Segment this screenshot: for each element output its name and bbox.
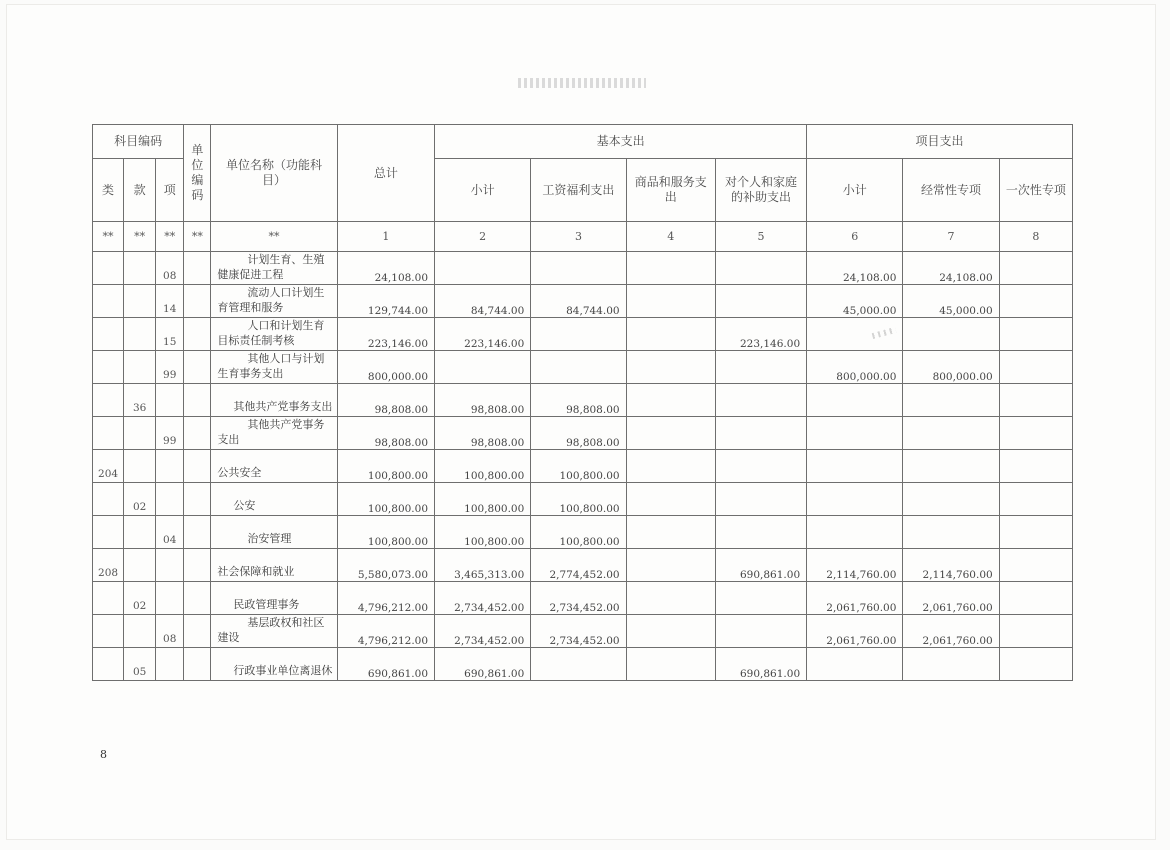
index-cell: ** (156, 222, 184, 252)
table-row (93, 318, 1073, 351)
basic-subtotal-cell: 100,800.00 (435, 516, 531, 549)
project-subtotal-cell (807, 516, 903, 549)
unit-name-cell: 计划生育、生殖健康促进工程 (211, 252, 337, 285)
table-row (93, 549, 1073, 582)
salary-cell: 100,800.00 (531, 450, 626, 483)
index-cell: 2 (435, 222, 531, 252)
goods-cell (626, 351, 715, 384)
index-cell: ** (93, 222, 124, 252)
unit-code-cell (184, 318, 211, 351)
project-subtotal-cell (807, 450, 903, 483)
salary-cell: 84,744.00 (531, 285, 626, 318)
personal-subsidy-cell: 690,861.00 (715, 648, 806, 681)
regular-special-cell (903, 384, 999, 417)
personal-subsidy-cell: 690,861.00 (715, 549, 806, 582)
unit-code-cell (184, 384, 211, 417)
kuan-code-cell (124, 252, 156, 285)
total-cell: 129,744.00 (337, 285, 434, 318)
xiang-code-cell (156, 648, 184, 681)
project-subtotal-cell (807, 384, 903, 417)
xiang-code-cell: 99 (156, 351, 184, 384)
salary-cell: 2,774,452.00 (531, 549, 626, 582)
kuan-code-cell: 02 (124, 483, 156, 516)
onetime-special-cell (999, 582, 1072, 615)
salary-cell: 98,808.00 (531, 384, 626, 417)
goods-cell (626, 252, 715, 285)
lei-header: 类 (93, 159, 124, 222)
xiang-code-cell (156, 450, 184, 483)
index-cell: 5 (715, 222, 806, 252)
personal-subsidy-cell (715, 582, 806, 615)
unit-name-cell: 公安 (211, 483, 337, 516)
lei-code-cell (93, 351, 124, 384)
regular-special-cell: 2,061,760.00 (903, 582, 999, 615)
unit-name-cell: 基层政权和社区建设 (211, 615, 337, 648)
project-subtotal-cell: 2,114,760.00 (807, 549, 903, 582)
salary-cell: 100,800.00 (531, 516, 626, 549)
personal-subsidy-cell (715, 351, 806, 384)
unit-code-cell (184, 351, 211, 384)
personal-subsidy-header: 对个人和家庭的补助支出 (715, 159, 806, 222)
unit-name-header: 单位名称（功能科目） (211, 125, 337, 222)
goods-cell (626, 516, 715, 549)
xiang-code-cell (156, 384, 184, 417)
basic-subtotal-cell (435, 252, 531, 285)
personal-subsidy-cell: 223,146.00 (715, 318, 806, 351)
basic-subtotal-cell: 3,465,313.00 (435, 549, 531, 582)
basic-subtotal-cell: 2,734,452.00 (435, 582, 531, 615)
salary-cell (531, 351, 626, 384)
salary-cell (531, 252, 626, 285)
onetime-special-header: 一次性专项 (999, 159, 1072, 222)
kuan-code-cell (124, 351, 156, 384)
lei-code-cell (93, 516, 124, 549)
basic-expense-header: 基本支出 (435, 125, 807, 159)
regular-special-cell: 2,114,760.00 (903, 549, 999, 582)
goods-cell (626, 384, 715, 417)
total-cell: 5,580,073.00 (337, 549, 434, 582)
salary-cell: 2,734,452.00 (531, 615, 626, 648)
lei-code-cell: 208 (93, 549, 124, 582)
onetime-special-cell (999, 252, 1072, 285)
total-cell: 100,800.00 (337, 450, 434, 483)
salary-header: 工资福利支出 (531, 159, 626, 222)
project-expense-header: 项目支出 (807, 125, 1073, 159)
unit-code-cell (184, 417, 211, 450)
xiang-code-cell: 14 (156, 285, 184, 318)
goods-cell (626, 483, 715, 516)
goods-cell (626, 285, 715, 318)
lei-code-cell (93, 417, 124, 450)
kuan-code-cell: 36 (124, 384, 156, 417)
lei-code-cell (93, 318, 124, 351)
unit-name-cell: 行政事业单位离退休 (211, 648, 337, 681)
unit-name-cell: 社会保障和就业 (211, 549, 337, 582)
project-subtotal-cell: 2,061,760.00 (807, 582, 903, 615)
xiang-code-cell: 08 (156, 252, 184, 285)
table-row (93, 450, 1073, 483)
unit-name-cell: 流动人口计划生育管理和服务 (211, 285, 337, 318)
personal-subsidy-cell (715, 384, 806, 417)
goods-cell (626, 417, 715, 450)
unit-name-cell: 治安管理 (211, 516, 337, 549)
unit-name-cell: 其他共产党事务支出 (211, 417, 337, 450)
unit-name-cell: 人口和计划生育目标责任制考核 (211, 318, 337, 351)
project-subtotal-cell: 800,000.00 (807, 351, 903, 384)
total-header: 总计 (337, 125, 434, 222)
onetime-special-cell (999, 483, 1072, 516)
total-cell: 24,108.00 (337, 252, 434, 285)
personal-subsidy-cell (715, 615, 806, 648)
basic-subtotal-cell: 223,146.00 (435, 318, 531, 351)
unit-code-cell (184, 483, 211, 516)
regular-special-cell (903, 483, 999, 516)
index-cell: 1 (337, 222, 434, 252)
kuan-code-cell (124, 318, 156, 351)
unit-code-cell (184, 450, 211, 483)
onetime-special-cell (999, 648, 1072, 681)
index-cell: 6 (807, 222, 903, 252)
goods-cell (626, 615, 715, 648)
unit-code-cell (184, 615, 211, 648)
xiang-code-cell: 15 (156, 318, 184, 351)
unit-code-cell (184, 648, 211, 681)
basic-subtotal-cell: 84,744.00 (435, 285, 531, 318)
index-cell: ** (211, 222, 337, 252)
index-cell: 3 (531, 222, 626, 252)
index-cell: 8 (999, 222, 1072, 252)
salary-cell: 100,800.00 (531, 483, 626, 516)
onetime-special-cell (999, 351, 1072, 384)
total-cell: 98,808.00 (337, 384, 434, 417)
table-row (93, 516, 1073, 549)
basic-subtotal-cell: 690,861.00 (435, 648, 531, 681)
onetime-special-cell (999, 615, 1072, 648)
salary-cell: 2,734,452.00 (531, 582, 626, 615)
index-row (93, 222, 1073, 252)
goods-cell (626, 549, 715, 582)
onetime-special-cell (999, 417, 1072, 450)
basic-subtotal-cell: 2,734,452.00 (435, 615, 531, 648)
basic-subtotal-cell: 98,808.00 (435, 417, 531, 450)
unit-code-cell (184, 549, 211, 582)
kuan-code-cell: 05 (124, 648, 156, 681)
regular-special-cell (903, 318, 999, 351)
subject-code-header: 科目编码 (93, 125, 184, 159)
unit-name-cell: 公共安全 (211, 450, 337, 483)
xiang-code-cell (156, 483, 184, 516)
unit-code-cell (184, 285, 211, 318)
unit-code-cell (184, 582, 211, 615)
onetime-special-cell (999, 384, 1072, 417)
basic-subtotal-cell: 100,800.00 (435, 450, 531, 483)
table-row (93, 252, 1073, 285)
index-cell: 7 (903, 222, 999, 252)
regular-special-cell: 24,108.00 (903, 252, 999, 285)
kuan-code-cell (124, 450, 156, 483)
salary-cell (531, 648, 626, 681)
project-subtotal-cell (807, 648, 903, 681)
unit-code-header: 单位编码 (184, 125, 211, 222)
unit-name-cell: 其他人口与计划生育事务支出 (211, 351, 337, 384)
kuan-code-cell: 02 (124, 582, 156, 615)
goods-cell (626, 648, 715, 681)
personal-subsidy-cell (715, 483, 806, 516)
kuan-header: 款 (124, 159, 156, 222)
table-row (93, 417, 1073, 450)
regular-special-cell: 800,000.00 (903, 351, 999, 384)
onetime-special-cell (999, 285, 1072, 318)
xiang-code-cell (156, 549, 184, 582)
total-cell: 98,808.00 (337, 417, 434, 450)
total-cell: 223,146.00 (337, 318, 434, 351)
table-row (93, 351, 1073, 384)
lei-code-cell (93, 615, 124, 648)
basic-subtotal-cell: 98,808.00 (435, 384, 531, 417)
unit-code-cell (184, 516, 211, 549)
regular-special-cell (903, 417, 999, 450)
index-cell: ** (184, 222, 211, 252)
lei-code-cell (93, 483, 124, 516)
lei-code-cell: 204 (93, 450, 124, 483)
regular-special-cell (903, 450, 999, 483)
personal-subsidy-cell (715, 450, 806, 483)
project-subtotal-cell (807, 417, 903, 450)
index-cell: ** (124, 222, 156, 252)
total-cell: 100,800.00 (337, 516, 434, 549)
personal-subsidy-cell (715, 516, 806, 549)
goods-cell (626, 450, 715, 483)
xiang-code-cell: 99 (156, 417, 184, 450)
unit-name-cell: 民政管理事务 (211, 582, 337, 615)
salary-cell (531, 318, 626, 351)
regular-special-cell: 45,000.00 (903, 285, 999, 318)
project-subtotal-cell (807, 318, 903, 351)
project-subtotal-header: 小计 (807, 159, 903, 222)
onetime-special-cell (999, 516, 1072, 549)
table-row (93, 483, 1073, 516)
goods-cell (626, 318, 715, 351)
project-subtotal-cell: 24,108.00 (807, 252, 903, 285)
goods-header: 商品和服务支出 (626, 159, 715, 222)
total-cell: 100,800.00 (337, 483, 434, 516)
page-number: 8 (100, 748, 107, 761)
kuan-code-cell (124, 549, 156, 582)
regular-special-cell: 2,061,760.00 (903, 615, 999, 648)
lei-code-cell (93, 384, 124, 417)
total-cell: 690,861.00 (337, 648, 434, 681)
basic-subtotal-header: 小计 (435, 159, 531, 222)
basic-subtotal-cell: 100,800.00 (435, 483, 531, 516)
onetime-special-cell (999, 318, 1072, 351)
unit-code-cell (184, 252, 211, 285)
lei-code-cell (93, 582, 124, 615)
total-cell: 800,000.00 (337, 351, 434, 384)
xiang-code-cell (156, 582, 184, 615)
goods-cell (626, 582, 715, 615)
salary-cell: 98,808.00 (531, 417, 626, 450)
index-cell: 4 (626, 222, 715, 252)
table-row (93, 615, 1073, 648)
lei-code-cell (93, 252, 124, 285)
table-row (93, 384, 1073, 417)
faded-header-mark (518, 78, 646, 88)
total-cell: 4,796,212.00 (337, 615, 434, 648)
table-row (93, 582, 1073, 615)
kuan-code-cell (124, 285, 156, 318)
kuan-code-cell (124, 417, 156, 450)
kuan-code-cell (124, 615, 156, 648)
kuan-code-cell (124, 516, 156, 549)
budget-table (92, 124, 1073, 681)
unit-name-cell: 其他共产党事务支出 (211, 384, 337, 417)
regular-special-cell (903, 516, 999, 549)
onetime-special-cell (999, 549, 1072, 582)
onetime-special-cell (999, 450, 1072, 483)
xiang-header: 项 (156, 159, 184, 222)
xiang-code-cell: 08 (156, 615, 184, 648)
regular-special-header: 经常性专项 (903, 159, 999, 222)
basic-subtotal-cell (435, 351, 531, 384)
personal-subsidy-cell (715, 417, 806, 450)
project-subtotal-cell (807, 483, 903, 516)
table-row (93, 648, 1073, 681)
total-cell: 4,796,212.00 (337, 582, 434, 615)
xiang-code-cell: 04 (156, 516, 184, 549)
table-row (93, 285, 1073, 318)
regular-special-cell (903, 648, 999, 681)
header-row-1 (93, 125, 1073, 159)
project-subtotal-cell: 2,061,760.00 (807, 615, 903, 648)
lei-code-cell (93, 285, 124, 318)
personal-subsidy-cell (715, 252, 806, 285)
personal-subsidy-cell (715, 285, 806, 318)
lei-code-cell (93, 648, 124, 681)
project-subtotal-cell: 45,000.00 (807, 285, 903, 318)
